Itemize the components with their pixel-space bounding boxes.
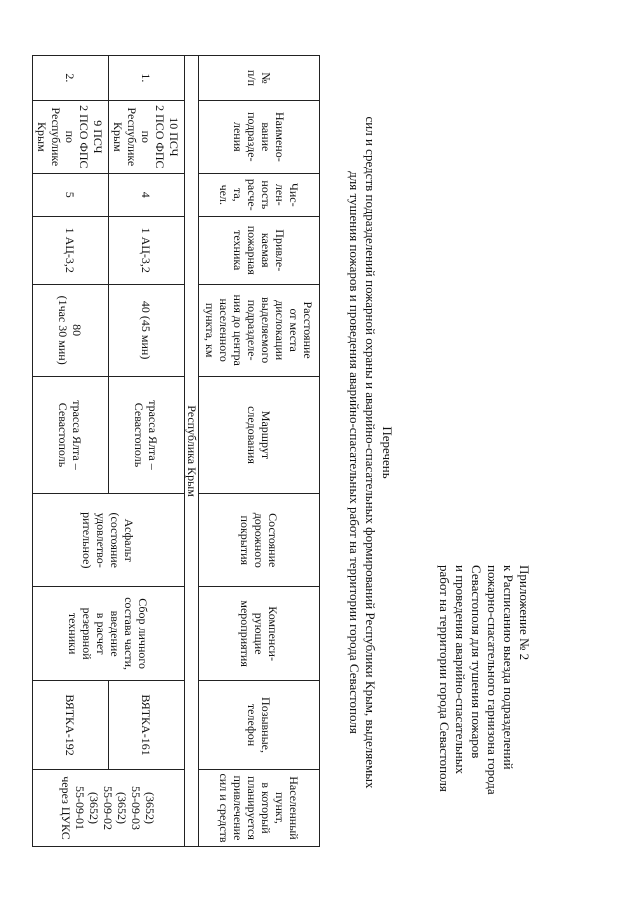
subtitle-line: для тушения пожаров и проведения аварийно-спасательных работ на территории города Севастополя bbox=[347, 171, 362, 734]
appendix-line: Севастополя для тушения пожаров bbox=[469, 565, 484, 759]
region-row bbox=[185, 56, 199, 847]
cell-equipment: 1 АЦ-3,2 bbox=[33, 216, 109, 284]
cell-number: 1. bbox=[109, 56, 185, 101]
appendix-note bbox=[436, 565, 532, 885]
header-number: № п/п bbox=[199, 56, 320, 101]
cell-unit-name: 9 ПСЧ 2 ПСО ФПС по Республике Крым bbox=[33, 100, 109, 173]
appendix-line: Приложение № 2 bbox=[517, 565, 532, 661]
header-settlement: Населенный пункт, в который планируется привлечение сил и средств bbox=[199, 769, 320, 846]
appendix-line: пожарно-спасательного гарнизона города bbox=[485, 565, 500, 795]
cell-distance: 40 (45 мин) bbox=[109, 284, 185, 376]
region-label: Республика Крым bbox=[185, 56, 199, 847]
cell-route: трасса Ялта – Севастополь bbox=[33, 376, 109, 494]
cell-callsign: ВЯТКА-161 bbox=[109, 681, 185, 770]
cell-equipment: 1 АЦ-3,2 bbox=[109, 216, 185, 284]
cell-unit-name: 10 ПСЧ 2 ПСО ФПС по Республике Крым bbox=[109, 100, 185, 173]
cell-callsign: ВЯТКА-192 bbox=[33, 681, 109, 770]
table-header-row bbox=[199, 56, 320, 847]
header-crew-size: Чис- лен- ность расче- та, чел. bbox=[199, 173, 320, 216]
table-row bbox=[33, 56, 109, 847]
appendix-line: к Расписанию выезда подразделений bbox=[501, 565, 516, 770]
cell-distance: 80 (1час 30 мин) bbox=[33, 284, 109, 376]
subtitle-line: сил и средств подразделений пожарной охраны и аварийно-спасательных формирований Республики Крым, выделяемых bbox=[363, 116, 378, 789]
table-row bbox=[109, 56, 185, 847]
document-subtitle bbox=[346, 0, 378, 905]
cell-crew-size: 5 bbox=[33, 173, 109, 216]
header-road-condition: Состояние дорожного покрытия bbox=[199, 494, 320, 587]
header-equipment: Привле- каемая пожарная техника bbox=[199, 216, 320, 284]
appendix-line: работ на территории города Севастополя bbox=[437, 565, 452, 792]
cell-number: 2. bbox=[33, 56, 109, 101]
cell-crew-size: 4 bbox=[109, 173, 185, 216]
header-unit-name: Наимено- вание подразде- ления bbox=[199, 100, 320, 173]
header-route: Маршрут следования bbox=[199, 376, 320, 494]
header-measures: Компенси- рующие мероприятия bbox=[199, 587, 320, 681]
document-title: Перечень bbox=[380, 426, 395, 479]
cell-route: трасса Ялта – Севастополь bbox=[109, 376, 185, 494]
header-callsign: Позывные, телефон bbox=[199, 681, 320, 770]
forces-table bbox=[32, 55, 320, 847]
cell-settlement: (3652) 55-09-03 (3652) 55-09-02 (3652) 55-09-01 через ЦУКС bbox=[33, 769, 185, 846]
cell-measures: Сбор личного состава части, введение в расчет резервной техники bbox=[33, 587, 185, 681]
header-distance: Расстояние от места дислокации выделяемого подразделе- ния до центра населенного пункта, км bbox=[199, 284, 320, 376]
cell-road-condition: Асфальт (состояние удовлетво- рительное) bbox=[33, 494, 185, 587]
appendix-line: и проведения аварийно-спасательных bbox=[453, 565, 468, 774]
